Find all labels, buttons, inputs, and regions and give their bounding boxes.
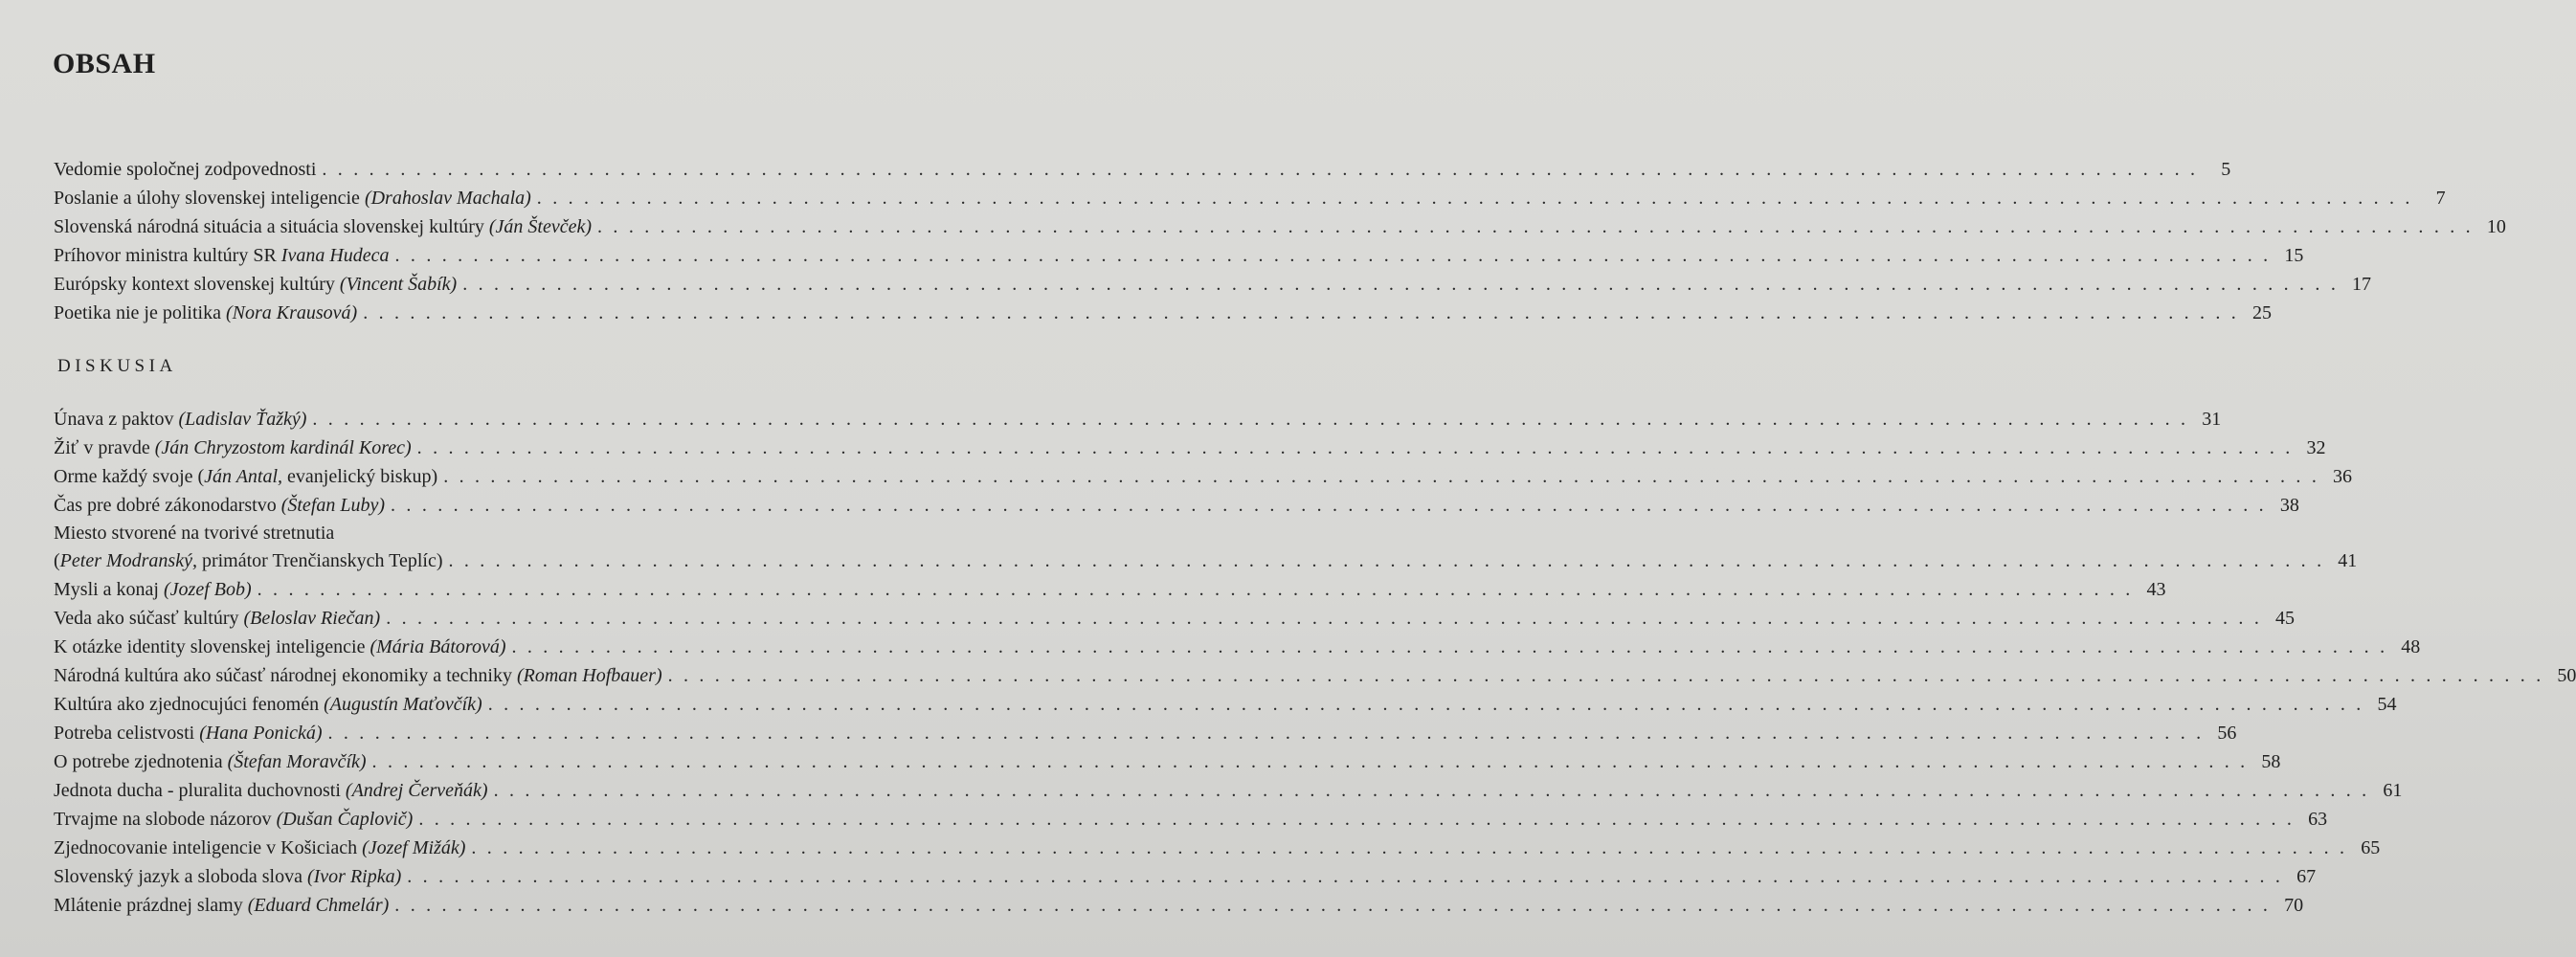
entry-title-text: Poetika nie je politika xyxy=(54,302,226,323)
dot-leader: . . . . . . . . . . . . . . . . . . . . . . . . . . . . . . . . . . . . . . . . . . . . . . . . . . . . . . . . . . . . . . . . . . . . . . . . . . . . . . . . . . . . . . . . . . . . . . . . . . . . . . . . . . . . . . . . . . . . . . . . xyxy=(394,895,2272,916)
entry-author: (Augustín Maťovčík) xyxy=(324,694,482,715)
toc-entry[interactable] xyxy=(54,805,2328,834)
entry-author: (Beloslav Riečan) xyxy=(243,608,381,629)
toc-entry[interactable] xyxy=(54,434,2326,462)
entry-author: Ivana Hudeca xyxy=(280,245,390,266)
entry-title-text: ( xyxy=(54,550,60,571)
entry-title-trail: evanjelický biskup) xyxy=(282,466,438,487)
toc-entry-title xyxy=(54,241,390,270)
toc-entry[interactable] xyxy=(54,661,2576,690)
toc-entry-title xyxy=(54,184,531,212)
entry-author: (Štefan Moravčík) xyxy=(227,751,367,772)
toc-entry[interactable] xyxy=(54,546,2358,575)
entry-title-text: Miesto stvorené na tvorivé stretnutia xyxy=(54,523,335,544)
dot-leader: . . . . . . . . . . . . . . . . . . . . . . . . . . . . . . . . . . . . . . . . . . . . . . . . . . . . . . . . . . . . . . . . . . . . . . . . . . . . . . . . . . . . . . . . . . . . . . . . . . . . . . . . . . . . . . . . . . . . . . . . xyxy=(386,608,2263,629)
entry-title-text: Potreba celistvosti xyxy=(54,723,200,744)
toc-entry[interactable] xyxy=(54,633,2421,661)
page-number: 43 xyxy=(2146,579,2166,600)
page-number: 5 xyxy=(2221,159,2231,180)
page-number: 15 xyxy=(2284,245,2304,266)
toc-entry-title xyxy=(54,661,662,690)
toc-entry-title xyxy=(54,155,316,184)
page-number: 63 xyxy=(2308,809,2328,830)
entry-title-text: Jednota ducha - pluralita duchovnosti xyxy=(54,780,346,801)
toc-entry-title xyxy=(54,270,457,299)
toc-entry[interactable] xyxy=(54,155,2231,184)
entry-author: (Mária Bátorová) xyxy=(370,636,506,657)
dot-leader: . . . . . . . . . . . . . . . . . . . . . . . . . . . . . . . . . . . . . . . . . . . . . . . . . . . . . . . . . . . . . . . . . . . . . . . . . . . . . . . . . . . . . . . . . . . . . . . . . . . . . . . . . . . . . . . . . . . . . . . . xyxy=(597,216,2474,237)
page-number: 70 xyxy=(2284,895,2304,916)
toc-entry[interactable] xyxy=(54,241,2304,270)
dot-leader: . . . . . . . . . . . . . . . . . . . . . . . . . . . . . . . . . . . . . . . . . . . . . . . . . . . . . . . . . . . . . . . . . . . . . . . . . . . . . . . . . . . . . . . . . . . . . . . . . . . . . . . . . . . . . . . . . . . . . . . . xyxy=(322,159,2199,180)
toc-entry[interactable] xyxy=(54,212,2506,241)
dot-leader: . . . . . . . . . . . . . . . . . . . . . . . . . . . . . . . . . . . . . . . . . . . . . . . . . . . . . . . . . . . . . . . . . . . . . . . . . . . . . . . . . . . . . . . . . . . . . . . . . . . . . . . . . . . . . . . . . . . . . . . . xyxy=(667,665,2544,686)
dot-leader: . . . . . . . . . . . . . . . . . . . . . . . . . . . . . . . . . . . . . . . . . . . . . . . . . . . . . . . . . . . . . . . . . . . . . . . . . . . . . . . . . . . . . . . . . . . . . . . . . . . . . . . . . . . . . . . . . . . . . . . . xyxy=(371,751,2249,772)
toc-entry-title xyxy=(54,520,334,546)
page-number: 38 xyxy=(2279,495,2299,516)
page-number: 48 xyxy=(2401,636,2421,657)
dot-leader: . . . . . . . . . . . . . . . . . . . . . . . . . . . . . . . . . . . . . . . . . . . . . . . . . . . . . . . . . . . . . . . . . . . . . . . . . . . . . . . . . . . . . . . . . . . . . . . . . . . . . . . . . . . . . . . . . . . . . . . . xyxy=(363,302,2240,323)
entry-title-text: Mlátenie prázdnej slamy xyxy=(54,895,248,916)
toc-entry[interactable] xyxy=(54,270,2372,299)
page-number: 7 xyxy=(2435,188,2446,209)
toc-entry[interactable] xyxy=(54,719,2237,747)
page-number: 25 xyxy=(2252,302,2273,323)
entry-title-text: Kultúra ako zjednocujúci fenomén xyxy=(54,694,325,715)
toc-entry-title xyxy=(54,719,323,747)
entry-title-text: Zjednocovanie inteligencie v Košiciach xyxy=(54,837,363,858)
toc-entry-title xyxy=(54,891,389,920)
page-number: 45 xyxy=(2275,608,2296,629)
toc-list-discussion xyxy=(54,405,2576,920)
dot-leader: . . . . . . . . . . . . . . . . . . . . . . . . . . . . . . . . . . . . . . . . . . . . . . . . . . . . . . . . . . . . . . . . . . . . . . . . . . . . . . . . . . . . . . . . . . . . . . . . . . . . . . . . . . . . . . . . . . . . . . . . xyxy=(511,636,2388,657)
entry-title-text: Európsky kontext slovenskej kultúry xyxy=(54,274,340,295)
toc-entry[interactable] xyxy=(54,690,2397,719)
entry-title-text: Žiť v pravde xyxy=(54,437,155,458)
dot-leader: . . . . . . . . . . . . . . . . . . . . . . . . . . . . . . . . . . . . . . . . . . . . . . . . . . . . . . . . . . . . . . . . . . . . . . . . . . . . . . . . . . . . . . . . . . . . . . . . . . . . . . . . . . . . . . . . . . . . . . . . xyxy=(443,466,2320,487)
dot-leader: . . . . . . . . . . . . . . . . . . . . . . . . . . . . . . . . . . . . . . . . . . . . . . . . . . . . . . . . . . . . . . . . . . . . . . . . . . . . . . . . . . . . . . . . . . . . . . . . . . . . . . . . . . . . . . . . . . . . . . . . xyxy=(327,723,2205,744)
page-number: 54 xyxy=(2377,694,2397,715)
toc-list-main xyxy=(54,155,2506,327)
entry-title-text: O potrebe zjednotenia xyxy=(54,751,228,772)
entry-title-text: Mysli a konaj xyxy=(54,579,164,600)
toc-entry-title xyxy=(54,690,482,719)
entry-title-text: Poslanie a úlohy slovenskej inteligencie xyxy=(54,188,365,209)
toc-entry[interactable] xyxy=(54,776,2403,805)
entry-author: (Dušan Čaplovič) xyxy=(276,809,414,830)
entry-title-text: Príhovor ministra kultúry SR xyxy=(54,245,281,266)
entry-title-text: Čas pre dobré zákonodarstvo xyxy=(54,495,281,516)
dot-leader: . . . . . . . . . . . . . . . . . . . . . . . . . . . . . . . . . . . . . . . . . . . . . . . . . . . . . . . . . . . . . . . . . . . . . . . . . . . . . . . . . . . . . . . . . . . . . . . . . . . . . . . . . . . . . . . . . . . . . . . . xyxy=(407,866,2284,887)
toc-entry[interactable] xyxy=(54,575,2166,604)
page-number: 67 xyxy=(2296,866,2317,887)
toc-entry-title xyxy=(54,546,442,575)
dot-leader: . . . . . . . . . . . . . . . . . . . . . . . . . . . . . . . . . . . . . . . . . . . . . . . . . . . . . . . . . . . . . . . . . . . . . . . . . . . . . . . . . . . . . . . . . . . . . . . . . . . . . . . . . . . . . . . . . . . . . . . . xyxy=(312,409,2189,430)
toc-entry[interactable] xyxy=(54,604,2296,633)
dot-leader: . . . . . . . . . . . . . . . . . . . . . . . . . . . . . . . . . . . . . . . . . . . . . . . . . . . . . . . . . . . . . . . . . . . . . . . . . . . . . . . . . . . . . . . . . . . . . . . . . . . . . . . . . . . . . . . . . . . . . . . . xyxy=(448,550,2325,571)
entry-author: (Nora Krausová) xyxy=(225,302,358,323)
dot-leader: . . . . . . . . . . . . . . . . . . . . . . . . . . . . . . . . . . . . . . . . . . . . . . . . . . . . . . . . . . . . . . . . . . . . . . . . . . . . . . . . . . . . . . . . . . . . . . . . . . . . . . . . . . . . . . . . . . . . . . . . xyxy=(487,694,2364,715)
page-number: 17 xyxy=(2352,274,2372,295)
entry-author: (Ladislav Ťažký) xyxy=(178,409,307,430)
entry-author: (Jozef Bob) xyxy=(164,579,252,600)
toc-entry-title xyxy=(54,299,357,327)
toc-entry[interactable] xyxy=(54,891,2304,920)
entry-title-text: Trvajme na slobode názorov xyxy=(54,809,277,830)
entry-title-text: Orme každý svoje ( xyxy=(54,466,205,487)
toc-entry-title xyxy=(54,862,401,891)
page-number: 61 xyxy=(2383,780,2403,801)
dot-leader: . . . . . . . . . . . . . . . . . . . . . . . . . . . . . . . . . . . . . . . . . . . . . . . . . . . . . . . . . . . . . . . . . . . . . . . . . . . . . . . . . . . . . . . . . . . . . . . . . . . . . . . . . . . . . . . . . . . . . . . . xyxy=(394,245,2272,266)
toc-entry-title xyxy=(54,834,465,862)
toc-entry[interactable] xyxy=(54,862,2317,891)
toc-entry-title xyxy=(54,805,413,834)
entry-title-trail: primátor Trenčianskych Teplíc) xyxy=(196,550,443,571)
page-number: 41 xyxy=(2338,550,2358,571)
toc-entry[interactable] xyxy=(54,299,2273,327)
entry-author: (Andrej Červeňák) xyxy=(345,780,488,801)
page-number: 32 xyxy=(2306,437,2326,458)
entry-author: (Vincent Šabík) xyxy=(339,274,458,295)
toc-entry-title xyxy=(54,212,592,241)
entry-title-text: Únava z paktov xyxy=(54,409,179,430)
entry-title-text: Slovenská národná situácia a situácia slovenskej kultúry xyxy=(54,216,489,237)
toc-entry-title xyxy=(54,633,505,661)
entry-author: Peter Modranský, xyxy=(59,550,197,571)
dot-leader: . . . . . . . . . . . . . . . . . . . . . . . . . . . . . . . . . . . . . . . . . . . . . . . . . . . . . . . . . . . . . . . . . . . . . . . . . . . . . . . . . . . . . . . . . . . . . . . . . . . . . . . . . . . . . . . . . . . . . . . . xyxy=(471,837,2348,858)
entry-title-text: Národná kultúra ako súčasť národnej ekonomiky a techniky xyxy=(54,665,517,686)
toc-entry-title xyxy=(54,747,367,776)
toc-entry-title xyxy=(54,776,488,805)
dot-leader: . . . . . . . . . . . . . . . . . . . . . . . . . . . . . . . . . . . . . . . . . . . . . . . . . . . . . . . . . . . . . . . . . . . . . . . . . . . . . . . . . . . . . . . . . . . . . . . . . . . . . . . . . . . . . . . . . . . . . . . . xyxy=(418,809,2296,830)
toc-entry[interactable] xyxy=(54,520,815,546)
toc-entry[interactable] xyxy=(54,405,2222,434)
entry-author: Ján Antal, xyxy=(204,466,283,487)
dot-leader: . . . . . . . . . . . . . . . . . . . . . . . . . . . . . . . . . . . . . . . . . . . . . . . . . . . . . . . . . . . . . . . . . . . . . . . . . . . . . . . . . . . . . . . . . . . . . . . . . . . . . . . . . . . . . . . . . . . . . . . . xyxy=(493,780,2370,801)
entry-title-text: K otázke identity slovenskej inteligencie xyxy=(54,636,370,657)
entry-author: (Jozef Mižák) xyxy=(362,837,466,858)
page-number: 50 xyxy=(2557,665,2576,686)
entry-author: (Hana Ponická) xyxy=(199,723,323,744)
section-heading-diskusia: DISKUSIA xyxy=(57,356,177,376)
toc-entry-title xyxy=(54,434,412,462)
entry-author: (Ján Števček) xyxy=(488,216,593,237)
dot-leader: . . . . . . . . . . . . . . . . . . . . . . . . . . . . . . . . . . . . . . . . . . . . . . . . . . . . . . . . . . . . . . . . . . . . . . . . . . . . . . . . . . . . . . . . . . . . . . . . . . . . . . . . . . . . . . . . . . . . . . . . xyxy=(257,579,2134,600)
page-number: 31 xyxy=(2202,409,2222,430)
page-number: 65 xyxy=(2361,837,2381,858)
toc-entry[interactable] xyxy=(54,491,2299,520)
page-number: 10 xyxy=(2486,216,2506,237)
toc-entry-title xyxy=(54,491,385,520)
dot-leader: . . . . . . . . . . . . . . . . . . . . . . . . . . . . . . . . . . . . . . . . . . . . . . . . . . . . . . . . . . . . . . . . . . . . . . . . . . . . . . . . . . . . . . . . . . . . . . . . . . . . . . . . . . . . . . . . . . . . . . . . xyxy=(462,274,2340,295)
entry-title-text: Veda ako súčasť kultúry xyxy=(54,608,244,629)
entry-title-text: Vedomie spoločnej zodpovednosti xyxy=(54,159,317,180)
dot-leader: . . . . . . . . . . . . . . . . . . . . . . . . . . . . . . . . . . . . . . . . . . . . . . . . . . . . . . . . . . . . . . . . . . . . . . . . . . . . . . . . . . . . . . . . . . . . . . . . . . . . . . . . . . . . . . . . . . . . . . . . xyxy=(536,188,2413,209)
toc-entry-title xyxy=(54,462,437,491)
entry-author: (Eduard Chmelár) xyxy=(247,895,390,916)
toc-entry[interactable] xyxy=(54,462,2353,491)
page-number: 56 xyxy=(2217,723,2237,744)
entry-author: (Štefan Luby) xyxy=(280,495,386,516)
entry-author: (Drahoslav Machala) xyxy=(364,188,531,209)
toc-entry-title xyxy=(54,575,252,604)
entry-author: (Roman Hofbauer) xyxy=(516,665,662,686)
entry-author: (Ivor Ripka) xyxy=(306,866,402,887)
dot-leader: . . . . . . . . . . . . . . . . . . . . . . . . . . . . . . . . . . . . . . . . . . . . . . . . . . . . . . . . . . . . . . . . . . . . . . . . . . . . . . . . . . . . . . . . . . . . . . . . . . . . . . . . . . . . . . . . . . . . . . . . xyxy=(391,495,2267,516)
page-number: 58 xyxy=(2261,751,2281,772)
dot-leader: . . . . . . . . . . . . . . . . . . . . . . . . . . . . . . . . . . . . . . . . . . . . . . . . . . . . . . . . . . . . . . . . . . . . . . . . . . . . . . . . . . . . . . . . . . . . . . . . . . . . . . . . . . . . . . . . . . . . . . . . xyxy=(416,437,2294,458)
toc-entry-title xyxy=(54,604,380,633)
entry-title-text: Slovenský jazyk a sloboda slova xyxy=(54,866,307,887)
toc-entry[interactable] xyxy=(54,184,2446,212)
page-number: 36 xyxy=(2333,466,2353,487)
toc-entry[interactable] xyxy=(54,834,2381,862)
toc-entry-title xyxy=(54,405,306,434)
entry-author: (Ján Chryzostom kardinál Korec) xyxy=(154,437,412,458)
toc-entry[interactable] xyxy=(54,747,2281,776)
page-title: OBSAH xyxy=(53,48,156,79)
